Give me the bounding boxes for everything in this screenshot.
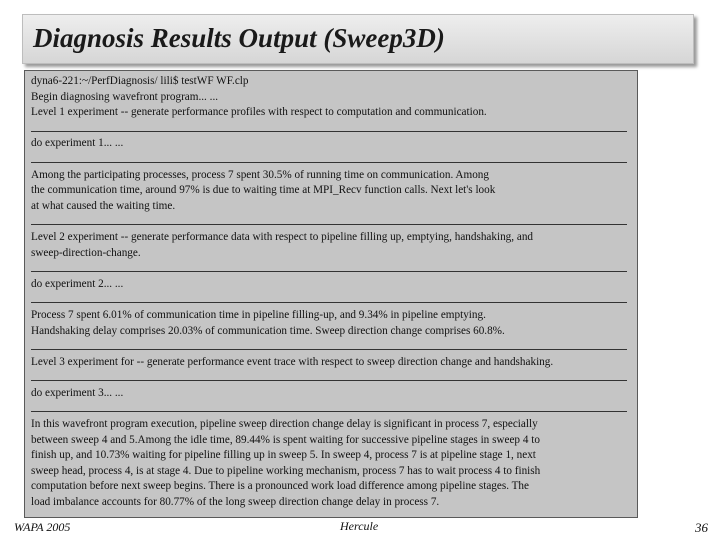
- terminal-line: load imbalance accounts for 80.77% of the long sweep direction change delay in process 7.: [31, 496, 440, 509]
- terminal-line: do experiment 1... ...: [31, 137, 124, 150]
- terminal-line: finish up, and 10.73% waiting for pipeline filling up in sweep 5. In sweep 4, process 7 is at pipeline stage 1, next: [31, 449, 536, 462]
- separator-line: [31, 261, 631, 277]
- separator-line: [31, 292, 631, 308]
- terminal-line: Process 7 spent 6.01% of communication time in pipeline filling-up, and 9.34% in pipeline emptying.: [31, 308, 486, 321]
- terminal-line: dyna6-221:~/PerfDiagnosis/ lili$ testWF WF.clp: [31, 75, 249, 87]
- terminal-line: In this wavefront program execution, pipeline sweep direction change delay is significant in process 7, especially: [31, 418, 538, 431]
- terminal-line: do experiment 2... ...: [31, 277, 124, 290]
- separator-line: [31, 214, 631, 230]
- terminal-line: Handshaking delay comprises 20.03% of communication time. Sweep direction change comprises 60.8%.: [31, 324, 505, 337]
- terminal-line: at what caused the waiting time.: [31, 199, 176, 212]
- terminal-line: between sweep 4 and 5.Among the idle time, 89.44% is spent waiting for successive pipeline stages in sweep 4 to: [31, 433, 540, 446]
- terminal-line: Level 2 experiment -- generate performance data with respect to pipeline filling up, emptying, handshaking, and: [31, 230, 534, 243]
- terminal-line: sweep head, process 4, is at stage 4. Due to pipeline working mechanism, process 7 has to wait process 4 to finish: [31, 464, 541, 477]
- page-number: 36: [695, 520, 708, 535]
- terminal-line: Begin diagnosing wavefront program... ...: [31, 90, 219, 103]
- separator-line: [31, 152, 631, 168]
- footer-conference: WAPA 2005: [14, 520, 71, 534]
- terminal-line: Level 1 experiment -- generate performance profiles with respect to computation and communication.: [31, 106, 487, 119]
- slide-title-bar: [22, 14, 694, 64]
- separator-line: [31, 339, 631, 355]
- terminal-line: sweep-direction-change.: [31, 246, 141, 259]
- separator-line: [31, 370, 631, 386]
- separator-line: [31, 121, 631, 137]
- terminal-line: Level 3 experiment for -- generate performance event trace with respect to sweep direction change and handshaking.: [31, 355, 554, 368]
- terminal-line: computation before next sweep begins. There is a pronounced work load difference among pipeline stages. The: [31, 480, 529, 493]
- terminal-line: do experiment 3... ...: [31, 386, 124, 399]
- terminal-output-panel: [24, 70, 638, 518]
- terminal-line: the communication time, around 97% is due to waiting time at MPI_Recv function calls. Next let's look: [31, 184, 496, 197]
- terminal-line: Among the participating processes, process 7 spent 30.5% of running time on communication. Among: [31, 168, 489, 181]
- slide-title: Diagnosis Results Output (Sweep3D): [33, 23, 445, 53]
- footer-author: Hercule: [340, 519, 379, 533]
- separator-line: [31, 401, 631, 417]
